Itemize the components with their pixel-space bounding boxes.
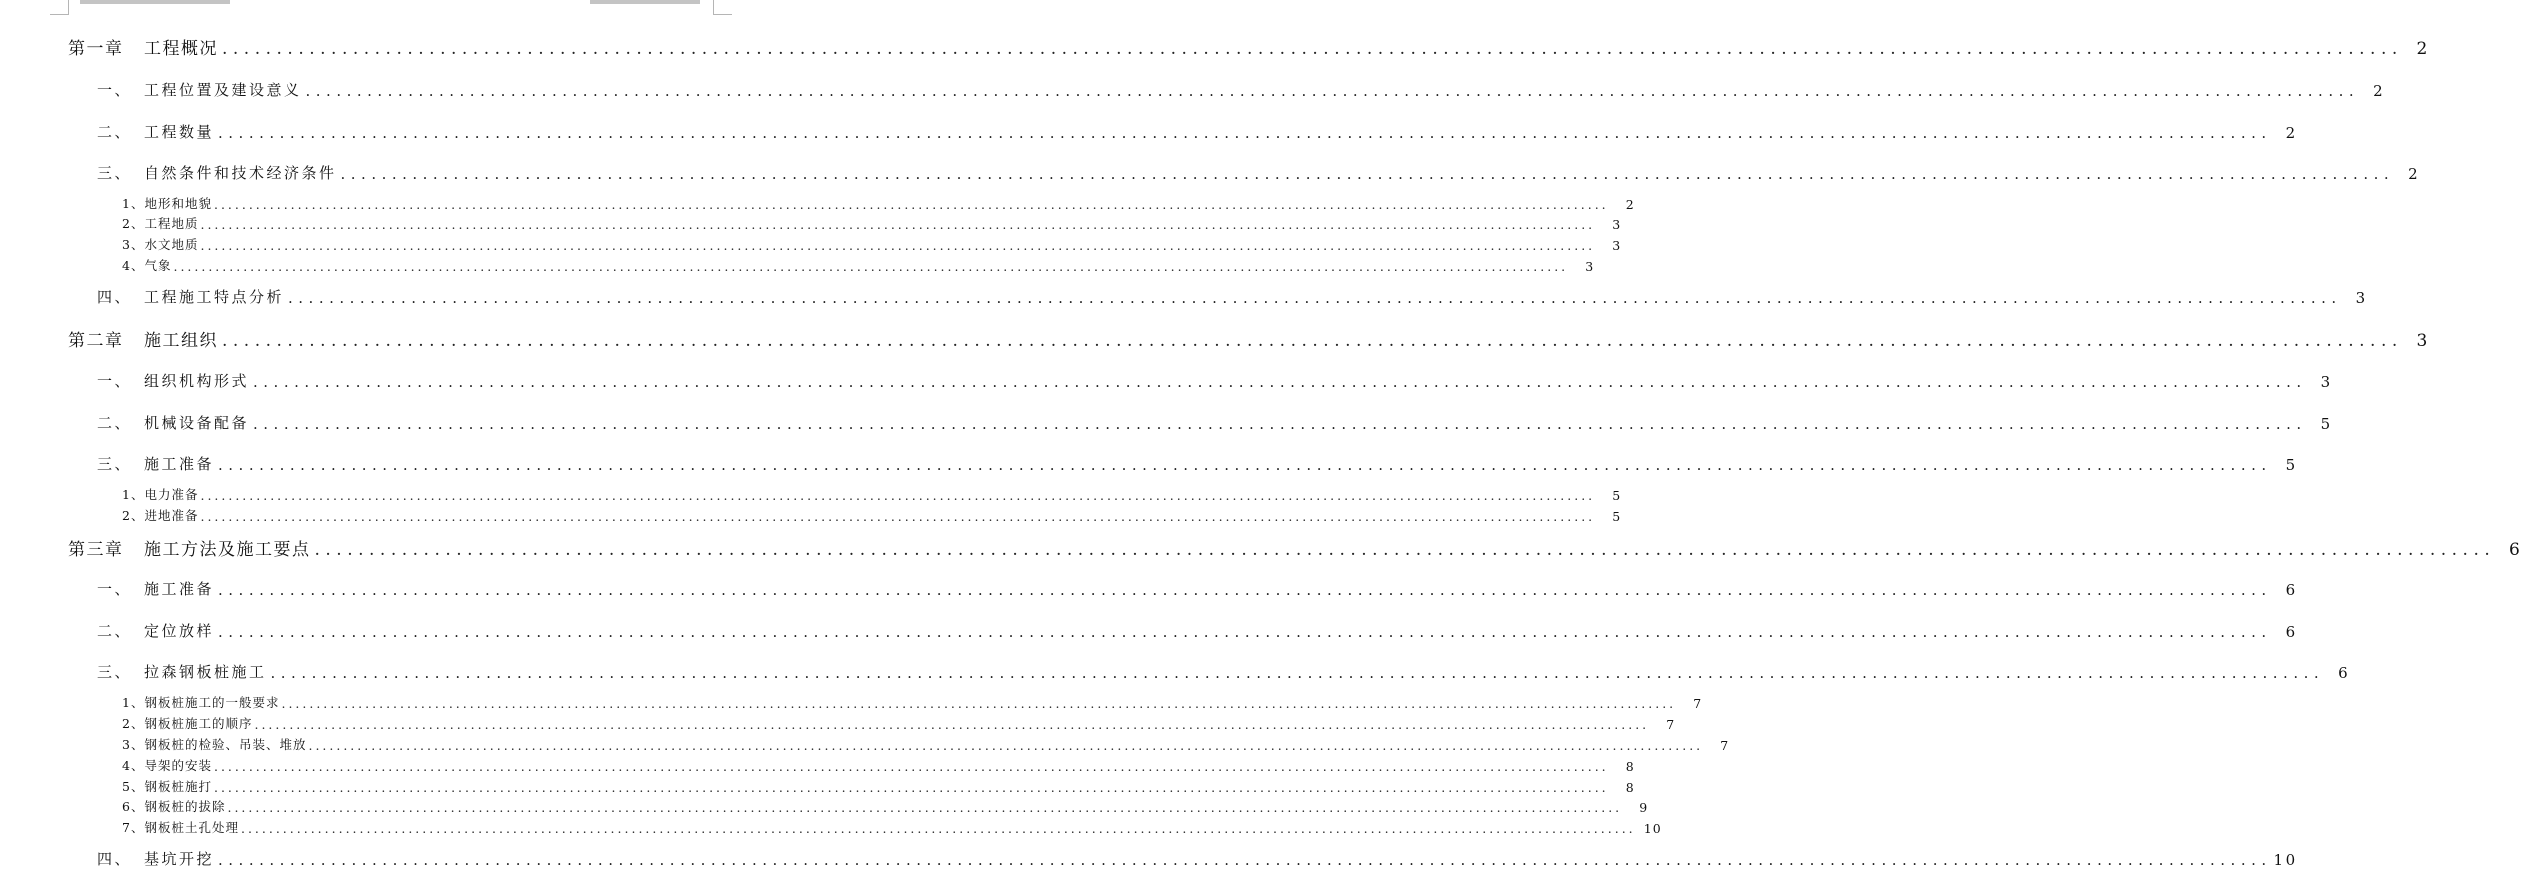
toc-page-number: 2 bbox=[2416, 39, 2429, 59]
toc-dot-leader: ........................................................................................................................................................................................................ bbox=[213, 197, 1609, 212]
toc-dot-leader: ........................................................................................................................................................................................................ bbox=[253, 373, 2307, 391]
toc-number: 一、 bbox=[97, 81, 133, 99]
toc-page-number: 5 bbox=[1612, 509, 1622, 524]
toc-page-number: 6 bbox=[2508, 540, 2521, 560]
toc-dot-leader: ........................................................................................................................................................................................................ bbox=[281, 696, 1677, 711]
toc-entry-subsection[interactable] bbox=[0, 693, 1703, 711]
toc-page-number: 3 bbox=[1585, 259, 1595, 274]
toc-dot-leader: ........................................................................................................................................................................................................ bbox=[200, 488, 1596, 503]
toc-title: 工程位置及建设意义 bbox=[144, 81, 302, 99]
toc-page-number: 8 bbox=[1625, 759, 1635, 774]
toc-page-number: 6 bbox=[2285, 623, 2298, 641]
toc-page-number: 3 bbox=[2320, 373, 2333, 391]
toc-number: 2、 bbox=[122, 508, 145, 523]
toc-dot-leader: ........................................................................................................................................................................................................ bbox=[314, 540, 2496, 560]
toc-title: 进地准备 bbox=[144, 508, 199, 523]
toc-number: 2、 bbox=[122, 216, 145, 231]
toc-dot-leader: ........................................................................................................................................................................................................ bbox=[213, 759, 1609, 774]
toc-entry-chapter[interactable] bbox=[0, 536, 2521, 560]
toc-number: 第一章 bbox=[68, 39, 124, 59]
toc-entry-subsection[interactable] bbox=[0, 194, 1635, 212]
toc-title: 气象 bbox=[144, 258, 172, 273]
toc-entry-section[interactable] bbox=[0, 619, 2298, 641]
toc-number: 7、 bbox=[122, 820, 145, 835]
toc-dot-leader: ........................................................................................................................................................................................................ bbox=[218, 581, 2272, 599]
toc-entry-subsection[interactable] bbox=[0, 714, 1676, 732]
toc-dot-leader: ........................................................................................................................................................................................................ bbox=[218, 456, 2272, 474]
toc-number: 三、 bbox=[97, 663, 133, 681]
toc-entry-subsection[interactable] bbox=[0, 818, 1662, 836]
toc-entry-subsection[interactable] bbox=[0, 735, 1730, 753]
toc-page-number: 10 bbox=[1643, 821, 1662, 836]
toc-page-number: 8 bbox=[1625, 780, 1635, 795]
toc-page-number: 7 bbox=[1693, 696, 1703, 711]
toc-page-number: 3 bbox=[1612, 217, 1622, 232]
toc-page-number: 5 bbox=[2285, 456, 2298, 474]
toc-number: 4、 bbox=[122, 758, 145, 773]
toc-dot-leader: ........................................................................................................................................................................................................ bbox=[254, 717, 1650, 732]
toc-page-number: 9 bbox=[1639, 800, 1649, 815]
toc-dot-leader: ........................................................................................................................................................................................................ bbox=[305, 82, 2360, 100]
toc-title: 工程概况 bbox=[144, 39, 218, 59]
toc-dot-leader: ........................................................................................................................................................................................................ bbox=[218, 623, 2272, 641]
toc-entry-section[interactable] bbox=[0, 577, 2298, 599]
toc-entry-subsection[interactable] bbox=[0, 485, 1622, 503]
toc-dot-leader: ........................................................................................................................................................................................................ bbox=[340, 165, 2395, 183]
toc-dot-leader: ........................................................................................................................................................................................................ bbox=[200, 238, 1596, 253]
toc-page-number: 3 bbox=[2416, 331, 2429, 351]
toc-number: 第二章 bbox=[68, 331, 124, 351]
toc-number: 一、 bbox=[97, 580, 133, 598]
toc-title: 导架的安装 bbox=[144, 758, 212, 773]
toc-title: 定位放样 bbox=[144, 622, 215, 640]
toc-entry-subsection[interactable] bbox=[0, 256, 1595, 274]
toc-title: 钢板桩施工的一般要求 bbox=[144, 695, 280, 710]
toc-title: 基坑开挖 bbox=[144, 850, 215, 868]
cropped-header-right bbox=[590, 0, 700, 4]
toc-number: 二、 bbox=[97, 123, 133, 141]
toc-number: 一、 bbox=[97, 372, 133, 390]
toc-entry-section[interactable] bbox=[0, 847, 2298, 869]
toc-entry-section[interactable] bbox=[0, 660, 2351, 682]
toc-dot-leader: ........................................................................................................................................................................................................ bbox=[308, 738, 1704, 753]
toc-dot-leader: ........................................................................................................................................................................................................ bbox=[173, 259, 1569, 274]
toc-number: 6、 bbox=[122, 799, 145, 814]
toc-dot-leader: ........................................................................................................................................................................................................ bbox=[200, 217, 1596, 232]
toc-page-number: 7 bbox=[1720, 738, 1730, 753]
toc-page-number: 5 bbox=[2320, 415, 2333, 433]
toc-title: 钢板桩施工的顺序 bbox=[144, 716, 253, 731]
toc-dot-leader: ........................................................................................................................................................................................................ bbox=[200, 509, 1596, 524]
toc-title: 钢板桩土孔处理 bbox=[144, 820, 239, 835]
toc-title: 电力准备 bbox=[144, 487, 199, 502]
toc-dot-leader: ........................................................................................................................................................................................................ bbox=[240, 821, 1636, 836]
toc-title: 工程数量 bbox=[144, 123, 215, 141]
toc-dot-leader: ........................................................................................................................................................................................................ bbox=[222, 39, 2403, 59]
toc-title: 钢板桩的拔除 bbox=[144, 799, 226, 814]
toc-entry-section[interactable] bbox=[0, 285, 2368, 307]
toc-page-number: 2 bbox=[2285, 124, 2298, 142]
toc-dot-leader: ........................................................................................................................................................................................................ bbox=[213, 780, 1609, 795]
toc-title: 地形和地貌 bbox=[144, 196, 212, 211]
toc-dot-leader: ........................................................................................................................................................................................................ bbox=[253, 415, 2307, 433]
toc-number: 1、 bbox=[122, 487, 145, 502]
toc-title: 工程施工特点分析 bbox=[144, 288, 285, 306]
toc-number: 三、 bbox=[97, 455, 133, 473]
cropped-header-left bbox=[80, 0, 230, 4]
toc-entry-subsection[interactable] bbox=[0, 756, 1635, 774]
toc-title: 钢板桩施打 bbox=[144, 779, 212, 794]
toc-dot-leader: ........................................................................................................................................................................................................ bbox=[288, 289, 2342, 307]
toc-entry-section[interactable] bbox=[0, 161, 2421, 183]
toc-entry-subsection[interactable] bbox=[0, 777, 1635, 795]
toc-entry-subsection[interactable] bbox=[0, 214, 1622, 232]
toc-title: 钢板桩的检验、吊装、堆放 bbox=[144, 737, 307, 752]
toc-title: 施工准备 bbox=[144, 580, 215, 598]
toc-dot-leader: ........................................................................................................................................................................................................ bbox=[218, 851, 2272, 869]
toc-title: 组织机构形式 bbox=[144, 372, 250, 390]
toc-number: 3、 bbox=[122, 737, 145, 752]
page-corner-mark-left bbox=[50, 0, 69, 15]
toc-entry-subsection[interactable] bbox=[0, 506, 1622, 524]
toc-entry-section[interactable] bbox=[0, 452, 2298, 474]
page-corner-mark-right bbox=[713, 0, 732, 15]
toc-number: 2、 bbox=[122, 716, 145, 731]
toc-dot-leader: ........................................................................................................................................................................................................ bbox=[270, 664, 2325, 682]
toc-number: 4、 bbox=[122, 258, 145, 273]
toc-number: 二、 bbox=[97, 414, 133, 432]
toc-number: 三、 bbox=[97, 164, 133, 182]
toc-entry-section[interactable] bbox=[0, 120, 2298, 142]
toc-entry-section[interactable] bbox=[0, 411, 2333, 433]
toc-title: 自然条件和技术经济条件 bbox=[144, 164, 337, 182]
toc-title: 施工方法及施工要点 bbox=[144, 540, 311, 560]
toc-title: 拉森钢板桩施工 bbox=[144, 663, 267, 681]
toc-dot-leader: ........................................................................................................................................................................................................ bbox=[222, 331, 2403, 351]
toc-page-number: 3 bbox=[2355, 289, 2368, 307]
toc-dot-leader: ........................................................................................................................................................................................................ bbox=[218, 124, 2272, 142]
toc-page-number: 6 bbox=[2285, 581, 2298, 599]
toc-entry-section[interactable] bbox=[0, 369, 2333, 391]
toc-page-number: 2 bbox=[2408, 165, 2421, 183]
toc-number: 1、 bbox=[122, 196, 145, 211]
toc-number: 第三章 bbox=[68, 540, 124, 560]
toc-page-number: 2 bbox=[1625, 197, 1635, 212]
toc-title: 施工组织 bbox=[144, 331, 218, 351]
toc-page-number: 10 bbox=[2273, 851, 2298, 869]
toc-title: 机械设备配备 bbox=[144, 414, 250, 432]
toc-entry-subsection[interactable] bbox=[0, 797, 1649, 815]
toc-page-number: 2 bbox=[2373, 82, 2386, 100]
toc-number: 四、 bbox=[97, 850, 133, 868]
toc-entry-section[interactable] bbox=[0, 78, 2386, 100]
toc-entry-chapter[interactable] bbox=[0, 35, 2429, 59]
toc-entry-chapter[interactable] bbox=[0, 327, 2429, 351]
toc-number: 1、 bbox=[122, 695, 145, 710]
toc-title: 水文地质 bbox=[144, 237, 199, 252]
toc-entry-subsection[interactable] bbox=[0, 235, 1622, 253]
toc-number: 二、 bbox=[97, 622, 133, 640]
toc-title: 工程地质 bbox=[144, 216, 199, 231]
toc-number: 5、 bbox=[122, 779, 145, 794]
toc-number: 3、 bbox=[122, 237, 145, 252]
toc-page-number: 6 bbox=[2338, 664, 2351, 682]
toc-page-number: 3 bbox=[1612, 238, 1622, 253]
toc-number: 四、 bbox=[97, 288, 133, 306]
toc-dot-leader: ........................................................................................................................................................................................................ bbox=[227, 800, 1623, 815]
toc-title: 施工准备 bbox=[144, 455, 215, 473]
toc-page-number: 7 bbox=[1666, 717, 1676, 732]
toc-page-number: 5 bbox=[1612, 488, 1622, 503]
